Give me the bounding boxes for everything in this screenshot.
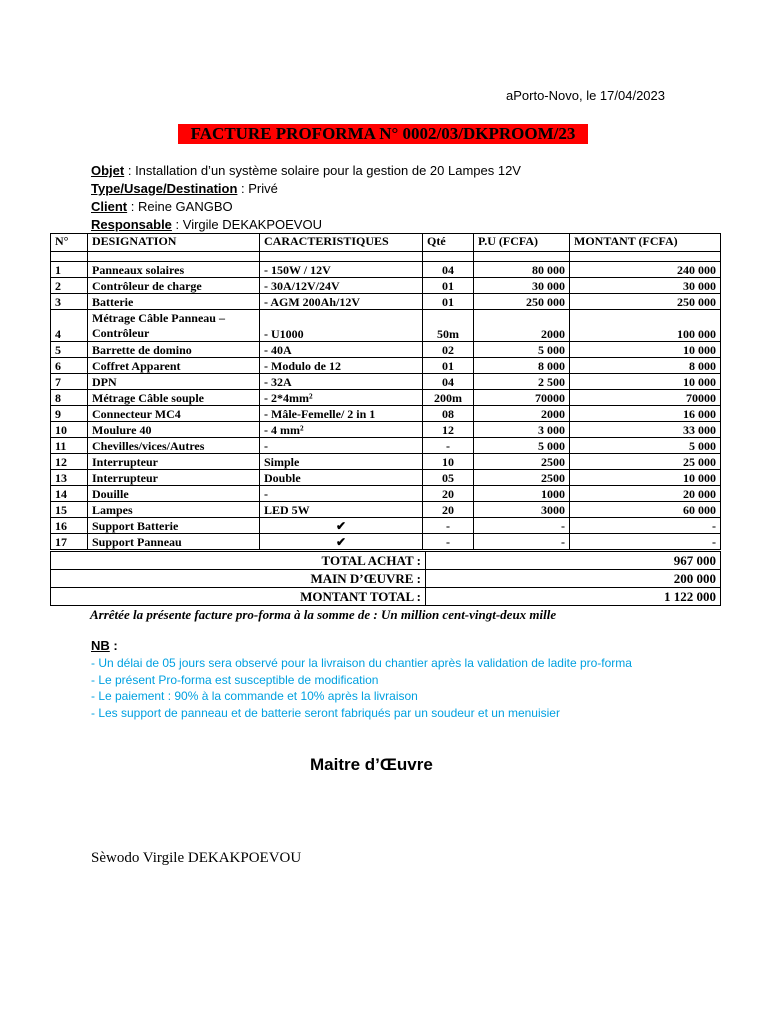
cell-pu: - xyxy=(474,518,570,534)
table-row xyxy=(51,342,721,358)
cell-num: 4 xyxy=(51,310,88,342)
table-row xyxy=(51,374,721,390)
signature-name: Sèwodo Virgile DEKAKPOEVOU xyxy=(91,850,302,866)
cell-designation: Moulure 40 xyxy=(88,422,260,438)
cell-qte: 20 xyxy=(423,502,474,518)
cell-designation: Contrôleur de charge xyxy=(88,278,260,294)
cell-num: 7 xyxy=(51,374,88,390)
cell-pu: 1000 xyxy=(474,486,570,502)
cell-num: 9 xyxy=(51,406,88,422)
montant-total-label: MONTANT TOTAL : xyxy=(51,588,426,606)
maitre-oeuvre-heading: Maitre d’Œuvre xyxy=(310,755,433,774)
cell-pu: 2 500 xyxy=(474,374,570,390)
nb-heading: NB : xyxy=(91,638,118,653)
cell-pu: 30 000 xyxy=(474,278,570,294)
cell-caracteristiques: - 40A xyxy=(260,342,423,358)
cell-qte: 01 xyxy=(423,278,474,294)
cell-montant: - xyxy=(570,518,721,534)
table-row xyxy=(51,358,721,374)
col-header-caracteristiques: CARACTERISTIQUES xyxy=(260,234,423,252)
cell-montant: 20 000 xyxy=(570,486,721,502)
cell-qte: - xyxy=(423,534,474,550)
cell-designation: Batterie xyxy=(88,294,260,310)
notes-list xyxy=(91,655,691,721)
table-row xyxy=(51,470,721,486)
cell-qte: 12 xyxy=(423,422,474,438)
total-achat-row xyxy=(51,552,721,570)
cell-caracteristiques: - xyxy=(260,486,423,502)
cell-montant: 100 000 xyxy=(570,310,721,342)
cell-num: 15 xyxy=(51,502,88,518)
cell-caracteristiques: - U1000 xyxy=(260,310,423,342)
cell-designation: Douille xyxy=(88,486,260,502)
cell-caracteristiques: - 30A/12V/24V xyxy=(260,278,423,294)
table-row xyxy=(51,262,721,278)
cell-qte: 20 xyxy=(423,486,474,502)
cell-pu: 3 000 xyxy=(474,422,570,438)
cell-qte: 04 xyxy=(423,374,474,390)
cell-num: 14 xyxy=(51,486,88,502)
cell-montant: 30 000 xyxy=(570,278,721,294)
cell-qte: 02 xyxy=(423,342,474,358)
cell-caracteristiques: Simple xyxy=(260,454,423,470)
invoice-title: FACTURE PROFORMA N° 0002/03/DKPROOM/23 xyxy=(178,124,588,144)
table-row xyxy=(51,486,721,502)
cell-pu: 2000 xyxy=(474,406,570,422)
amount-in-words: Arrêtée la présente facture pro-forma à la somme de : Un million cent-vingt-deux mille xyxy=(90,607,557,622)
cell-caracteristiques: - 2*4mm² xyxy=(260,390,423,406)
cell-qte: - xyxy=(423,518,474,534)
cell-pu: 70000 xyxy=(474,390,570,406)
col-header-montant: MONTANT (FCFA) xyxy=(570,234,721,252)
cell-designation: Interrupteur xyxy=(88,454,260,470)
col-header-num: N° xyxy=(51,234,88,252)
cell-designation: Interrupteur xyxy=(88,470,260,486)
cell-designation: Support Batterie xyxy=(88,518,260,534)
cell-num: 8 xyxy=(51,390,88,406)
cell-pu: - xyxy=(474,534,570,550)
cell-designation: Connecteur MC4 xyxy=(88,406,260,422)
note-item: - Les support de panneau et de batterie seront fabriqués par un soudeur et un menuisier xyxy=(91,705,560,720)
cell-pu: 2500 xyxy=(474,470,570,486)
cell-designation: Panneaux solaires xyxy=(88,262,260,278)
cell-num: 11 xyxy=(51,438,88,454)
cell-designation: Chevilles/vices/Autres xyxy=(88,438,260,454)
cell-caracteristiques: ✔ xyxy=(260,534,423,550)
table-row xyxy=(51,454,721,470)
total-achat-label: TOTAL ACHAT : xyxy=(51,552,426,570)
meta-objet: Objet : Installation d’un système solaire pour la gestion de 20 Lampes 12V xyxy=(91,163,521,178)
table-row xyxy=(51,422,721,438)
cell-qte: 05 xyxy=(423,470,474,486)
cell-designation: Métrage Câble souple xyxy=(88,390,260,406)
cell-designation: Coffret Apparent xyxy=(88,358,260,374)
cell-num: 10 xyxy=(51,422,88,438)
cell-montant: 10 000 xyxy=(570,374,721,390)
col-header-qte: Qté xyxy=(423,234,474,252)
cell-caracteristiques: - 150W / 12V xyxy=(260,262,423,278)
totals-table xyxy=(50,551,721,606)
cell-pu: 80 000 xyxy=(474,262,570,278)
cell-montant: 60 000 xyxy=(570,502,721,518)
note-item: - Le paiement : 90% à la commande et 10% après la livraison xyxy=(91,689,418,703)
cell-num: 2 xyxy=(51,278,88,294)
table-row xyxy=(51,518,721,534)
cell-caracteristiques: LED 5W xyxy=(260,502,423,518)
cell-num: 13 xyxy=(51,470,88,486)
invoice-table xyxy=(50,233,721,550)
table-header-row xyxy=(51,234,721,252)
cell-montant: 250 000 xyxy=(570,294,721,310)
cell-num: 16 xyxy=(51,518,88,534)
cell-montant: - xyxy=(570,534,721,550)
cell-qte: 04 xyxy=(423,262,474,278)
table-row xyxy=(51,406,721,422)
cell-caracteristiques: - xyxy=(260,438,423,454)
cell-montant: 16 000 xyxy=(570,406,721,422)
cell-montant: 5 000 xyxy=(570,438,721,454)
cell-pu: 2000 xyxy=(474,310,570,342)
cell-qte: 200m xyxy=(423,390,474,406)
cell-caracteristiques: Double xyxy=(260,470,423,486)
table-row xyxy=(51,438,721,454)
cell-caracteristiques: - AGM 200Ah/12V xyxy=(260,294,423,310)
cell-qte: 08 xyxy=(423,406,474,422)
table-row xyxy=(51,310,721,342)
table-row xyxy=(51,278,721,294)
cell-num: 12 xyxy=(51,454,88,470)
note-item: - Un délai de 05 jours sera observé pour la livraison du chantier après la validation de ladite pro-forma xyxy=(91,656,632,670)
cell-qte: - xyxy=(423,438,474,454)
cell-num: 3 xyxy=(51,294,88,310)
cell-num: 1 xyxy=(51,262,88,278)
col-header-pu: P.U (FCFA) xyxy=(474,234,570,252)
cell-designation: DPN xyxy=(88,374,260,390)
cell-caracteristiques: - Modulo de 12 xyxy=(260,358,423,374)
cell-pu: 5 000 xyxy=(474,438,570,454)
main-oeuvre-value: 200 000 xyxy=(426,570,721,588)
montant-total-value: 1 122 000 xyxy=(426,588,721,606)
cell-montant: 10 000 xyxy=(570,342,721,358)
table-row xyxy=(51,502,721,518)
cell-montant: 70000 xyxy=(570,390,721,406)
cell-qte: 01 xyxy=(423,358,474,374)
meta-client: Client : Reine GANGBO xyxy=(91,199,233,214)
cell-montant: 10 000 xyxy=(570,470,721,486)
cell-pu: 3000 xyxy=(474,502,570,518)
cell-pu: 5 000 xyxy=(474,342,570,358)
cell-montant: 33 000 xyxy=(570,422,721,438)
cell-num: 5 xyxy=(51,342,88,358)
cell-montant: 240 000 xyxy=(570,262,721,278)
cell-montant: 8 000 xyxy=(570,358,721,374)
cell-caracteristiques: - Mâle-Femelle/ 2 in 1 xyxy=(260,406,423,422)
cell-designation: Métrage Câble Panneau – Contrôleur xyxy=(88,310,260,342)
cell-qte: 01 xyxy=(423,294,474,310)
cell-caracteristiques: - 32A xyxy=(260,374,423,390)
main-oeuvre-label: MAIN D’ŒUVRE : xyxy=(51,570,426,588)
spacer-row xyxy=(51,252,721,262)
montant-total-row xyxy=(51,588,721,606)
cell-num: 6 xyxy=(51,358,88,374)
cell-pu: 8 000 xyxy=(474,358,570,374)
invoice-date: aPorto-Novo, le 17/04/2023 xyxy=(506,88,665,103)
cell-pu: 250 000 xyxy=(474,294,570,310)
table-row xyxy=(51,534,721,550)
cell-designation: Barrette de domino xyxy=(88,342,260,358)
table-row xyxy=(51,390,721,406)
total-achat-value: 967 000 xyxy=(426,552,721,570)
cell-designation: Lampes xyxy=(88,502,260,518)
meta-type: Type/Usage/Destination : Privé xyxy=(91,181,278,196)
cell-caracteristiques: - 4 mm² xyxy=(260,422,423,438)
main-oeuvre-row xyxy=(51,570,721,588)
cell-num: 17 xyxy=(51,534,88,550)
cell-qte: 50m xyxy=(423,310,474,342)
cell-montant: 25 000 xyxy=(570,454,721,470)
cell-designation: Support Panneau xyxy=(88,534,260,550)
cell-pu: 2500 xyxy=(474,454,570,470)
meta-responsable: Responsable : Virgile DEKAKPOEVOU xyxy=(91,217,322,232)
note-item: - Le présent Pro-forma est susceptible de modification xyxy=(91,672,379,687)
cell-caracteristiques: ✔ xyxy=(260,518,423,534)
col-header-designation: DESIGNATION xyxy=(88,234,260,252)
table-row xyxy=(51,294,721,310)
cell-qte: 10 xyxy=(423,454,474,470)
